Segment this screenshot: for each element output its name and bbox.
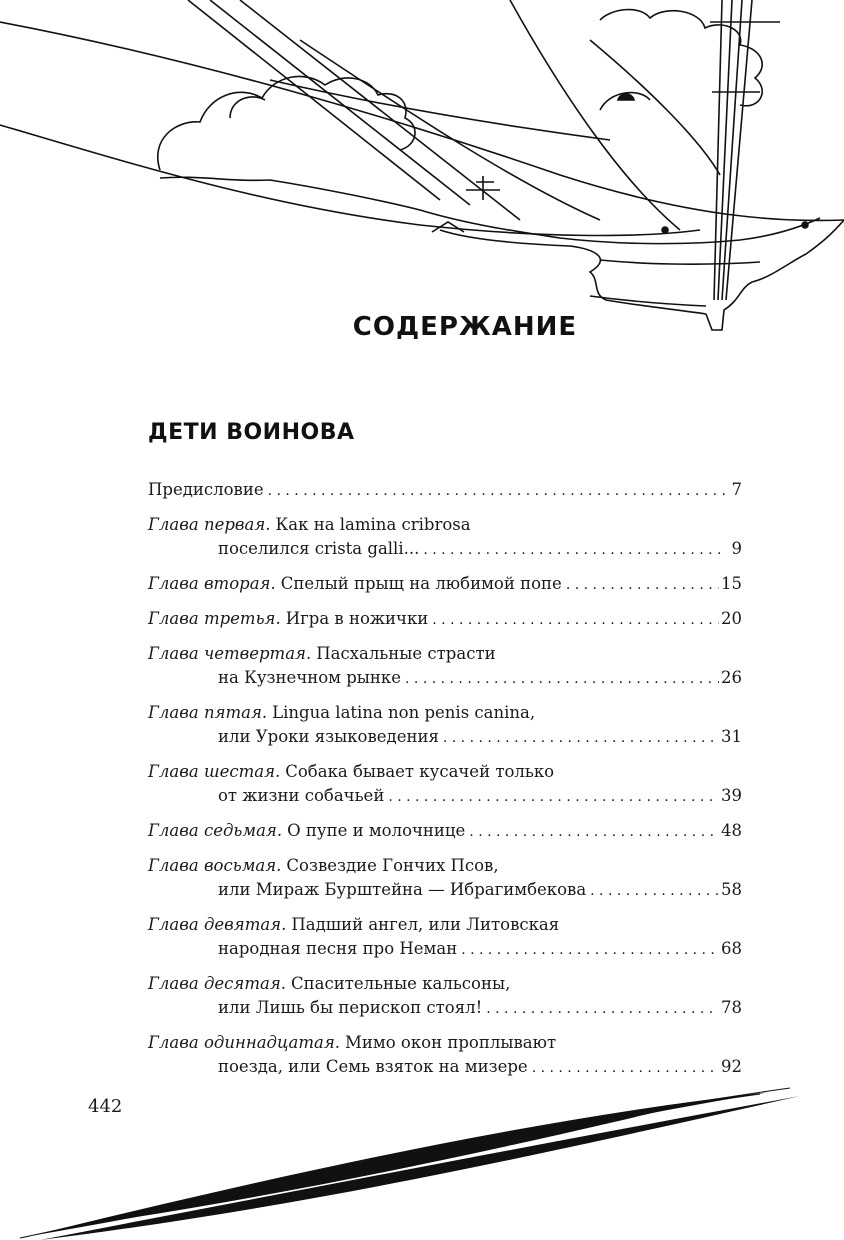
toc-entry (148, 854, 742, 903)
toc-entry (148, 513, 742, 562)
leader-dots (423, 538, 726, 562)
toc-entry (148, 478, 742, 503)
chapter-label: Глава десятая. (148, 974, 286, 993)
table-of-contents (148, 478, 742, 1090)
toc-entry-text: или Уроки языковедения (218, 727, 439, 746)
toc-entry (148, 819, 742, 844)
section-heading: ДЕТИ ВОИНОВА (148, 420, 355, 445)
toc-page-number: 92 (721, 1057, 742, 1076)
toc-entry-text: на Кузнечном рынке (218, 668, 402, 687)
chapter-label: Глава первая. (148, 515, 271, 534)
chapter-label: Глава пятая. (148, 703, 268, 722)
toc-page-number: 58 (721, 880, 742, 899)
leader-dots (469, 820, 719, 844)
chapter-label: Глава шестая. (148, 762, 281, 781)
chapter-label: Глава девятая. (148, 915, 287, 934)
toc-page-number: 39 (721, 786, 742, 805)
leader-dots (566, 573, 719, 597)
toc-entry-text: Спасительные кальсоны, (291, 974, 511, 993)
toc-entry (148, 701, 742, 750)
toc-page-number: 9 (731, 539, 742, 558)
toc-entry-text: Падший ангел, или Литовская (291, 915, 560, 934)
toc-page-number: 15 (721, 574, 742, 593)
chapter-label: Глава вторая. (148, 574, 276, 593)
toc-entry-text: Как на lamina cribrosa (275, 515, 471, 534)
toc-page-number: 7 (731, 480, 742, 499)
toc-entry (148, 607, 742, 632)
toc-entry (148, 1031, 742, 1080)
leader-dots (461, 938, 719, 962)
toc-entry (148, 760, 742, 809)
chapter-label: Глава восьмая. (148, 856, 282, 875)
toc-entry-text: Lingua latina non penis canina, (272, 703, 536, 722)
page-title: СОДЕРЖАНИЕ (352, 312, 578, 342)
toc-page-number: 68 (721, 939, 742, 958)
leader-dots (590, 879, 719, 903)
leader-dots (405, 667, 719, 691)
leader-dots (532, 1056, 719, 1080)
toc-page-number: 48 (721, 821, 742, 840)
toc-entry-text: Мимо окон проплывают (345, 1033, 557, 1052)
chapter-label: Глава одиннадцатая. (148, 1033, 341, 1052)
leader-dots (268, 479, 726, 503)
chapter-label: Глава седьмая. (148, 821, 283, 840)
leader-dots (432, 608, 719, 632)
toc-entry-text: Спелый прыщ на любимой попе (280, 574, 562, 593)
chapter-label: Глава четвертая. (148, 644, 312, 663)
toc-page-number: 20 (721, 609, 742, 628)
toc-page-number: 78 (721, 998, 742, 1017)
leader-dots (443, 726, 719, 750)
toc-page-number: 26 (721, 668, 742, 687)
toc-entry-text: от жизни собачьей (218, 786, 385, 805)
toc-entry-text: О пупе и молочнице (287, 821, 466, 840)
toc-page-number: 31 (721, 727, 742, 746)
toc-entry-text: Созвездие Гончих Псов, (286, 856, 499, 875)
toc-entry-text: поезда, или Семь взяток на мизере (218, 1057, 528, 1076)
chapter-label: Глава третья. (148, 609, 281, 628)
toc-entry-text: народная песня про Неман (218, 939, 458, 958)
toc-entry-text: Собака бывает кусачей только (285, 762, 555, 781)
toc-entry-text: или Мираж Бурштейна — Ибрагимбекова (218, 880, 587, 899)
toc-entry (148, 572, 742, 597)
page-number: 442 (88, 1096, 123, 1117)
leader-dots (486, 997, 719, 1021)
leader-dots (388, 785, 719, 809)
toc-entry-text: или Лишь бы перископ стоял! (218, 998, 483, 1017)
toc-entry-text: поселился crista galli... (218, 539, 420, 558)
toc-entry-text: Предисловие (148, 480, 264, 499)
toc-entry-text: Игра в ножички (285, 609, 429, 628)
toc-entry (148, 913, 742, 962)
toc-entry (148, 972, 742, 1021)
toc-entry-text: Пасхальные страсти (316, 644, 496, 663)
toc-entry (148, 642, 742, 691)
